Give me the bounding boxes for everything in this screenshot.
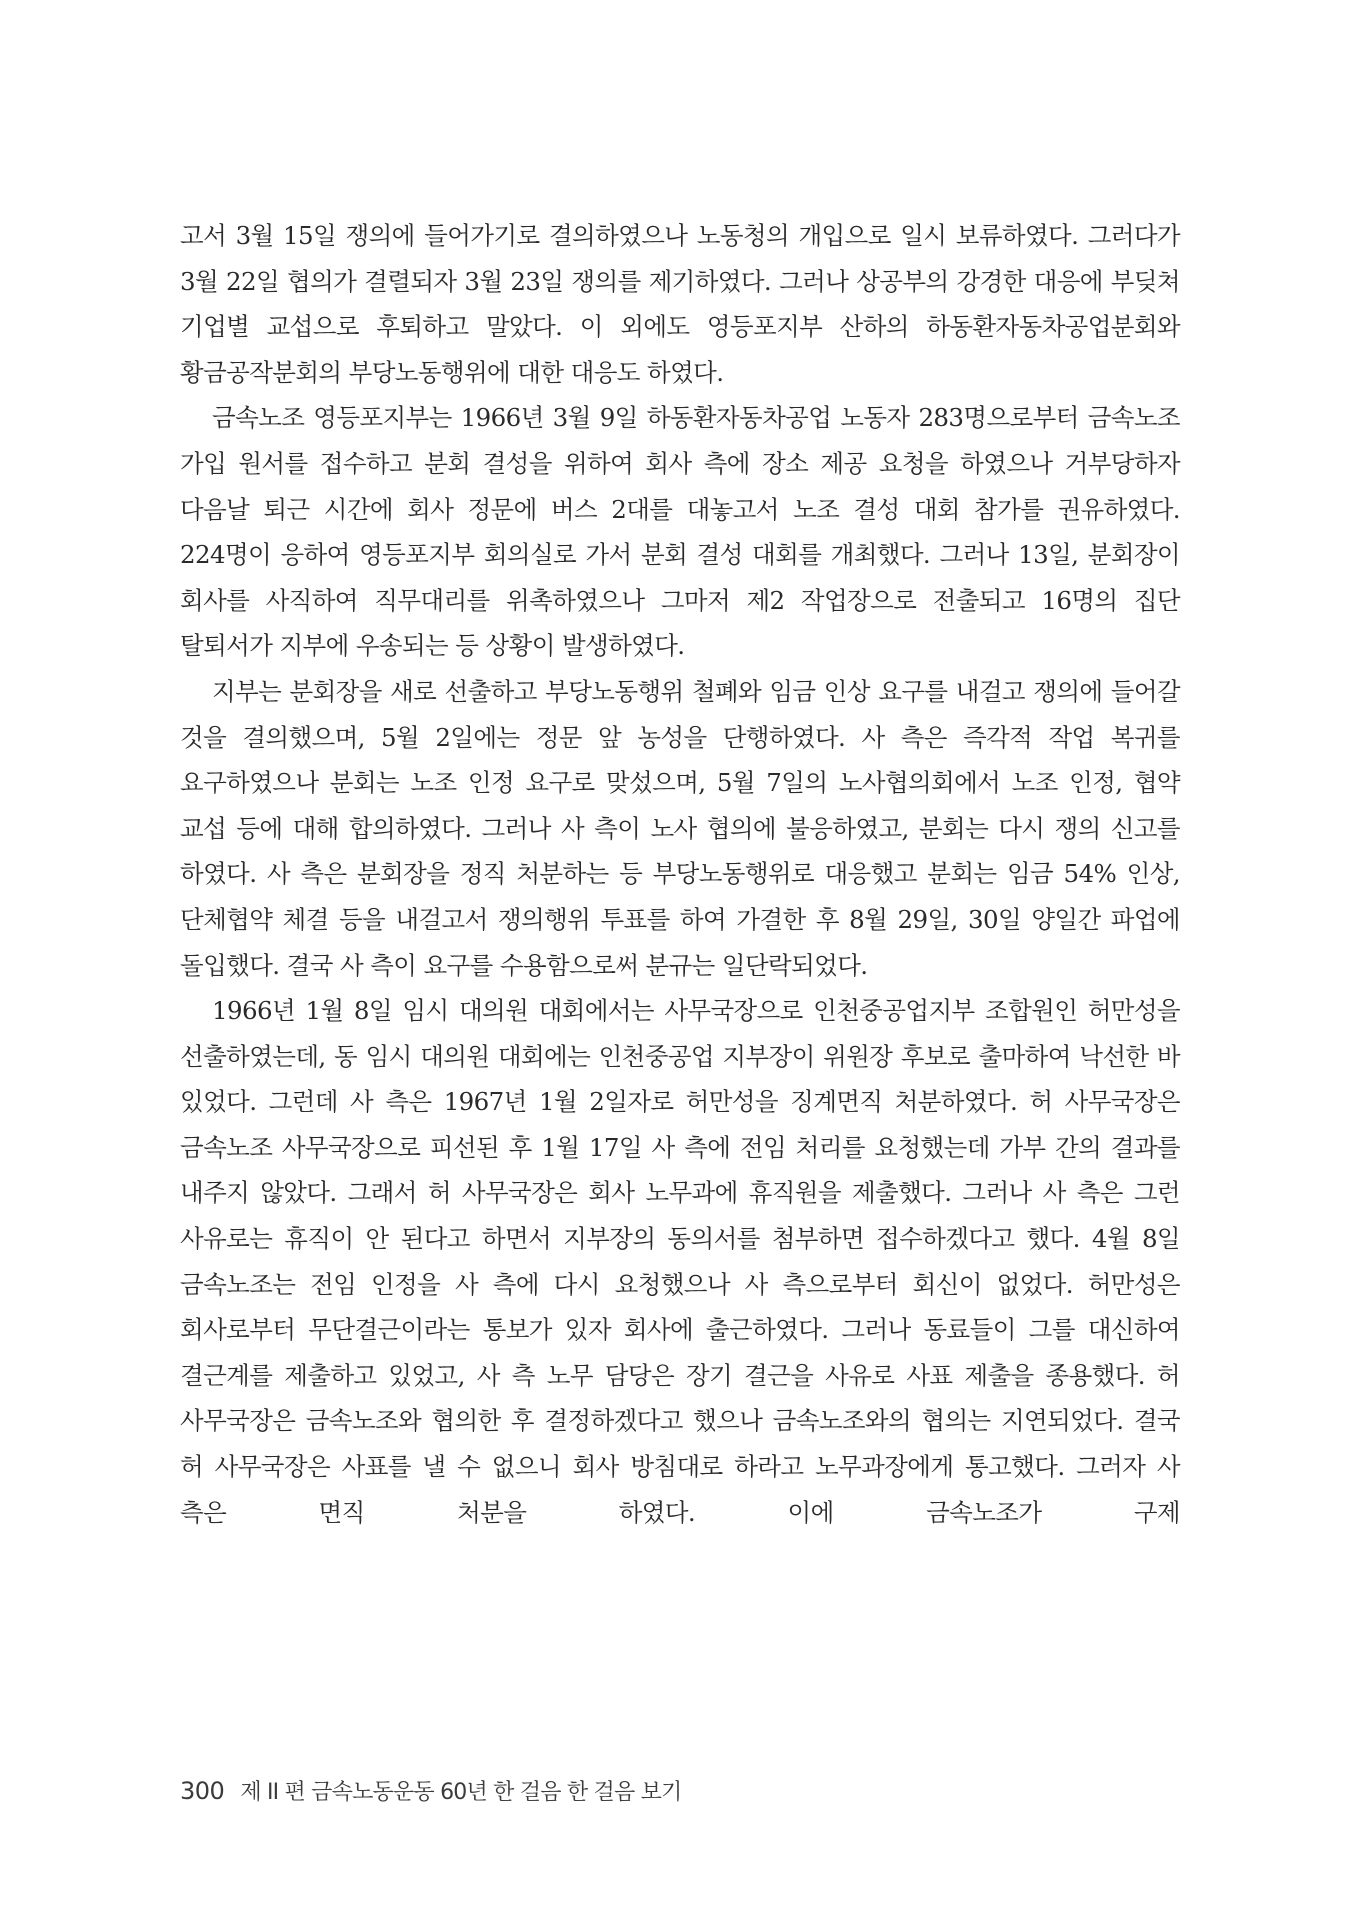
paragraph-4: 1966년 1월 8일 임시 대의원 대회에서는 사무국장으로 인천중공업지부 조합원인 허만성을 선출하였는데, 동 임시 대의원 대회에는 인천중공업 지부장이 위원장 후보로 출마하여 낙선한 바 있었다. 그런데 사 측은 1967년 1월 2일자로 허만성을 징계면직 처분하였다. 허 사무국장은 금속노조 사무국장으로 피선된 후 1월 17일 사 측에 전임 처리를 요청했는데 가부 간의 결과를 내주지 않았다. 그래서 허 사무국장은 회사 노무과에 휴직원을 제출했다. 그러나 사 측은 그런 사유로는 휴직이 안 된다고 하면서 지부장의 동의서를 첨부하면 접수하겠다고 했다. 4월 8일 금속노조는 전임 인정을 사 측에 다시 요청했으나 사 측으로부터 회신이 없었다. 허만성은 회사로부터 무단결근이라는 통보가 있자 회사에 출근하였다. 그러나 동료들이 그를 대신하여 결근계를 제출하고 있었고, 사 측 노무 담당은 장기 결근을 사유로 사표 제출을 종용했다. 허 사무국장은 금속노조와 협의한 후 결정하겠다고 했으나 금속노조와의 협의는 지연되었다. 결국 허 사무국장은 사표를 낼 수 없으니 회사 방침대로 하라고 노무과장에게 통고했다. 그러자 사 측은 면직 처분을 하였다. 이에 금속노조가 구제	[180, 996, 1180, 1527]
paragraph-3: 지부는 분회장을 새로 선출하고 부당노동행위 철폐와 임금 인상 요구를 내걸고 쟁의에 들어갈 것을 결의했으며, 5월 2일에는 정문 앞 농성을 단행하였다. 사 측은 즉각적 작업 복귀를 요구하였으나 분회는 노조 인정 요구로 맞섰으며, 5월 7일의 노사협의회에서 노조 인정, 협약 교섭 등에 대해 합의하였다. 그러나 사 측이 노사 협의에 불응하였고, 분회는 다시 쟁의 신고를 하였다. 사 측은 분회장을 정직 처분하는 등 부당노동행위로 대응했고 분회는 임금 54% 인상, 단체협약 체결 등을 내걸고서 쟁의행위 투표를 하여 가결한 후 8월 29일, 30일 양일간 파업에 돌입했다. 결국 사 측이 요구를 수용함으로써 분규는 일단락되었다.	[180, 676, 1180, 980]
paragraph-2: 금속노조 영등포지부는 1966년 3월 9일 하동환자동차공업 노동자 283명으로부터 금속노조 가입 원서를 접수하고 분회 결성을 위하여 회사 측에 장소 제공 요청을 하였으나 거부당하자 다음날 퇴근 시간에 회사 정문에 버스 2대를 대놓고서 노조 결성 대회 참가를 권유하였다. 224명이 응하여 영등포지부 회의실로 가서 분회 결성 대회를 개최했다. 그러나 13일, 분회장이 회사를 사직하여 직무대리를 위촉하였으나 그마저 제2 작업장으로 전출되고 16명의 집단 탈퇴서가 지부에 우송되는 등 상황이 발생하였다.	[180, 403, 1180, 661]
page-number: 300	[180, 1777, 225, 1805]
page-body	[180, 213, 1180, 1535]
paragraph-1: 고서 3월 15일 쟁의에 들어가기로 결의하였으나 노동청의 개입으로 일시 보류하였다. 그러다가 3월 22일 협의가 결렬되자 3월 23일 쟁의를 제기하였다. 그러나 상공부의 강경한 대응에 부딪쳐 기업별 교섭으로 후퇴하고 말았다. 이 외에도 영등포지부 산하의 하동환자동차공업분회와 황금공작분회의 부당노동행위에 대한 대응도 하였다.	[180, 221, 1180, 387]
page-footer	[180, 1775, 682, 1815]
running-title: 제 II 편 금속노동운동 60년 한 걸음 한 걸음 보기	[240, 1780, 682, 1805]
